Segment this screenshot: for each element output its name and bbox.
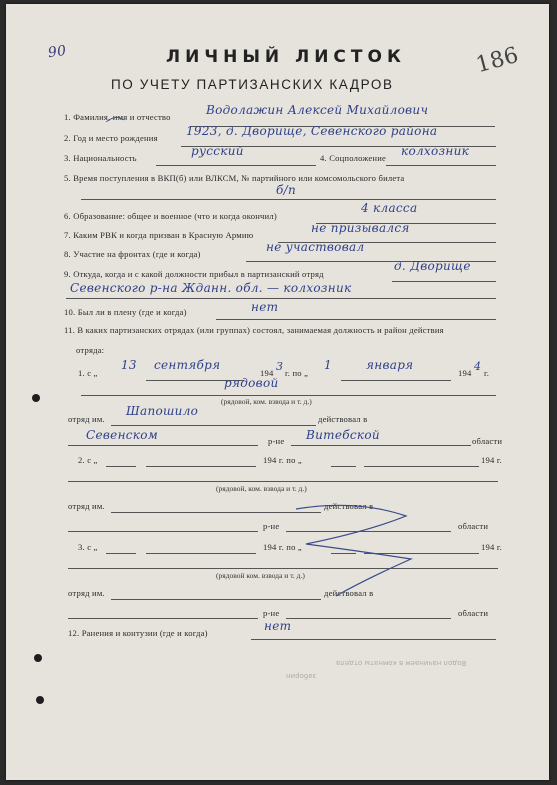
field-2-value: 1923, д. Дворище, Севенского района	[186, 124, 438, 138]
period-3-role-caption: (рядовой ком. взвода и т. д.)	[216, 571, 305, 580]
period-1-year-to-prefix: 194	[458, 368, 472, 378]
period-2-rne: р-не	[263, 521, 280, 531]
period-1-g: г.	[484, 368, 490, 378]
field-5-label: 5. Время поступления в ВКП(б) или ВЛКСМ, № партийного или комсомольского билета	[64, 173, 405, 183]
period-3-number: 3. с „	[78, 542, 98, 552]
field-12-label: 12. Ранения и контузии (где и когда)	[68, 628, 208, 638]
period-1-day-to: 1	[324, 358, 332, 372]
field-10-value: нет	[251, 300, 279, 314]
field-4-label: 4. Соцположение	[320, 153, 387, 163]
period-1-rne: р-не	[268, 436, 285, 446]
field-7-label: 7. Каким РВК и когда призван в Красную Армию	[64, 230, 254, 240]
field-9-value: д. Дворище	[394, 259, 471, 273]
period-1-day-from: 13	[121, 358, 137, 372]
punch-hole-bottom	[36, 696, 44, 704]
field-12-value: нет	[264, 619, 292, 633]
field-6-value: 4 класса	[361, 201, 418, 215]
page-number: 90	[46, 42, 68, 62]
field-10-label: 10. Был ли в плену (где и когда)	[64, 307, 187, 317]
bleed-through-stamp-2: заборин	[286, 672, 317, 680]
period-3-oblasti: области	[458, 608, 489, 618]
field-8-label: 8. Участие на фронтах (где и когда)	[64, 249, 201, 259]
field-1-value: Водолажин Алексей Михайлович	[206, 103, 429, 117]
period-1-rayon: Севенском	[86, 428, 159, 442]
form-title: ЛИЧНЫЙ ЛИСТОК	[166, 47, 406, 67]
period-2-year-end: 194 г.	[481, 455, 502, 465]
field-9-label: 9. Откуда, когда и с какой должности прибыл в партизанский отряд	[64, 269, 324, 279]
punch-hole-middle	[34, 654, 42, 662]
period-2-oblasti: области	[458, 521, 489, 531]
document-sheet	[6, 4, 549, 780]
period-1-month-from: сентября	[154, 358, 221, 372]
field-1-label: 1. Фамилия, имя и отчество	[64, 112, 171, 122]
period-1-oblasti: области	[472, 436, 503, 446]
period-1-oblast: Витебской	[306, 428, 380, 442]
period-3-year-mid: 194 г. по „	[263, 542, 302, 552]
period-2-deistvoval: действовал в	[324, 501, 374, 511]
period-3-year-end: 194 г.	[481, 542, 502, 552]
period-1-year-from-prefix: 194	[260, 368, 274, 378]
period-1-deistvoval: действовал в	[318, 414, 368, 424]
field-6-label: 6. Образование: общее и военное (что и когда окончил)	[64, 211, 277, 221]
field-11-label: 11. В каких партизанских отрядах (или группах) состоял, занимаемая должность и район действия	[64, 325, 444, 335]
period-3-otryad-label: отряд им.	[68, 588, 105, 598]
period-3-rne: р-не	[263, 608, 280, 618]
period-2-number: 2. с „	[78, 455, 98, 465]
period-1-number: 1. с „	[78, 368, 98, 378]
period-2-otryad-label: отряд им.	[68, 501, 105, 511]
period-1-role-caption: (рядовой, ком. взвода и т. д.)	[221, 397, 312, 406]
period-1-otryad-label: отряд им.	[68, 414, 105, 424]
field-3-value: русский	[191, 144, 244, 158]
field-9-value-line2: Севенского р-на Жданн. обл. — колхозник	[70, 281, 352, 295]
form-subtitle: ПО УЧЕТУ ПАРТИЗАНСКИХ КАДРОВ	[111, 77, 394, 92]
period-1-year-from: 3	[276, 360, 284, 373]
corner-number: 186	[473, 42, 522, 79]
field-8-value: не участвовал	[266, 240, 365, 254]
period-1-year-to: 4	[474, 360, 482, 373]
period-1-otryad: Шапошило	[126, 404, 199, 418]
period-2-year-mid: 194 г. по „	[263, 455, 302, 465]
field-7-value: не призывался	[311, 221, 410, 235]
period-3-deistvoval: действовал в	[324, 588, 374, 598]
period-1-g-po: г. по „	[285, 368, 309, 378]
field-4-value: колхозник	[401, 144, 470, 158]
bleed-through-stamp-1: Водол начинаем в комнаты отдела	[336, 659, 467, 667]
punch-hole-top	[32, 394, 40, 402]
period-2-role-caption: (рядовой, ком. взвода и т. д.)	[216, 484, 307, 493]
field-5-value: б/п	[276, 183, 296, 197]
field-2-label: 2. Год и место рождения	[64, 133, 158, 143]
period-1-role: рядовой	[224, 376, 279, 390]
field-11-label-line2: отряда:	[76, 345, 105, 355]
field-3-label: 3. Национальность	[64, 153, 137, 163]
period-1-month-to: января	[366, 358, 414, 372]
